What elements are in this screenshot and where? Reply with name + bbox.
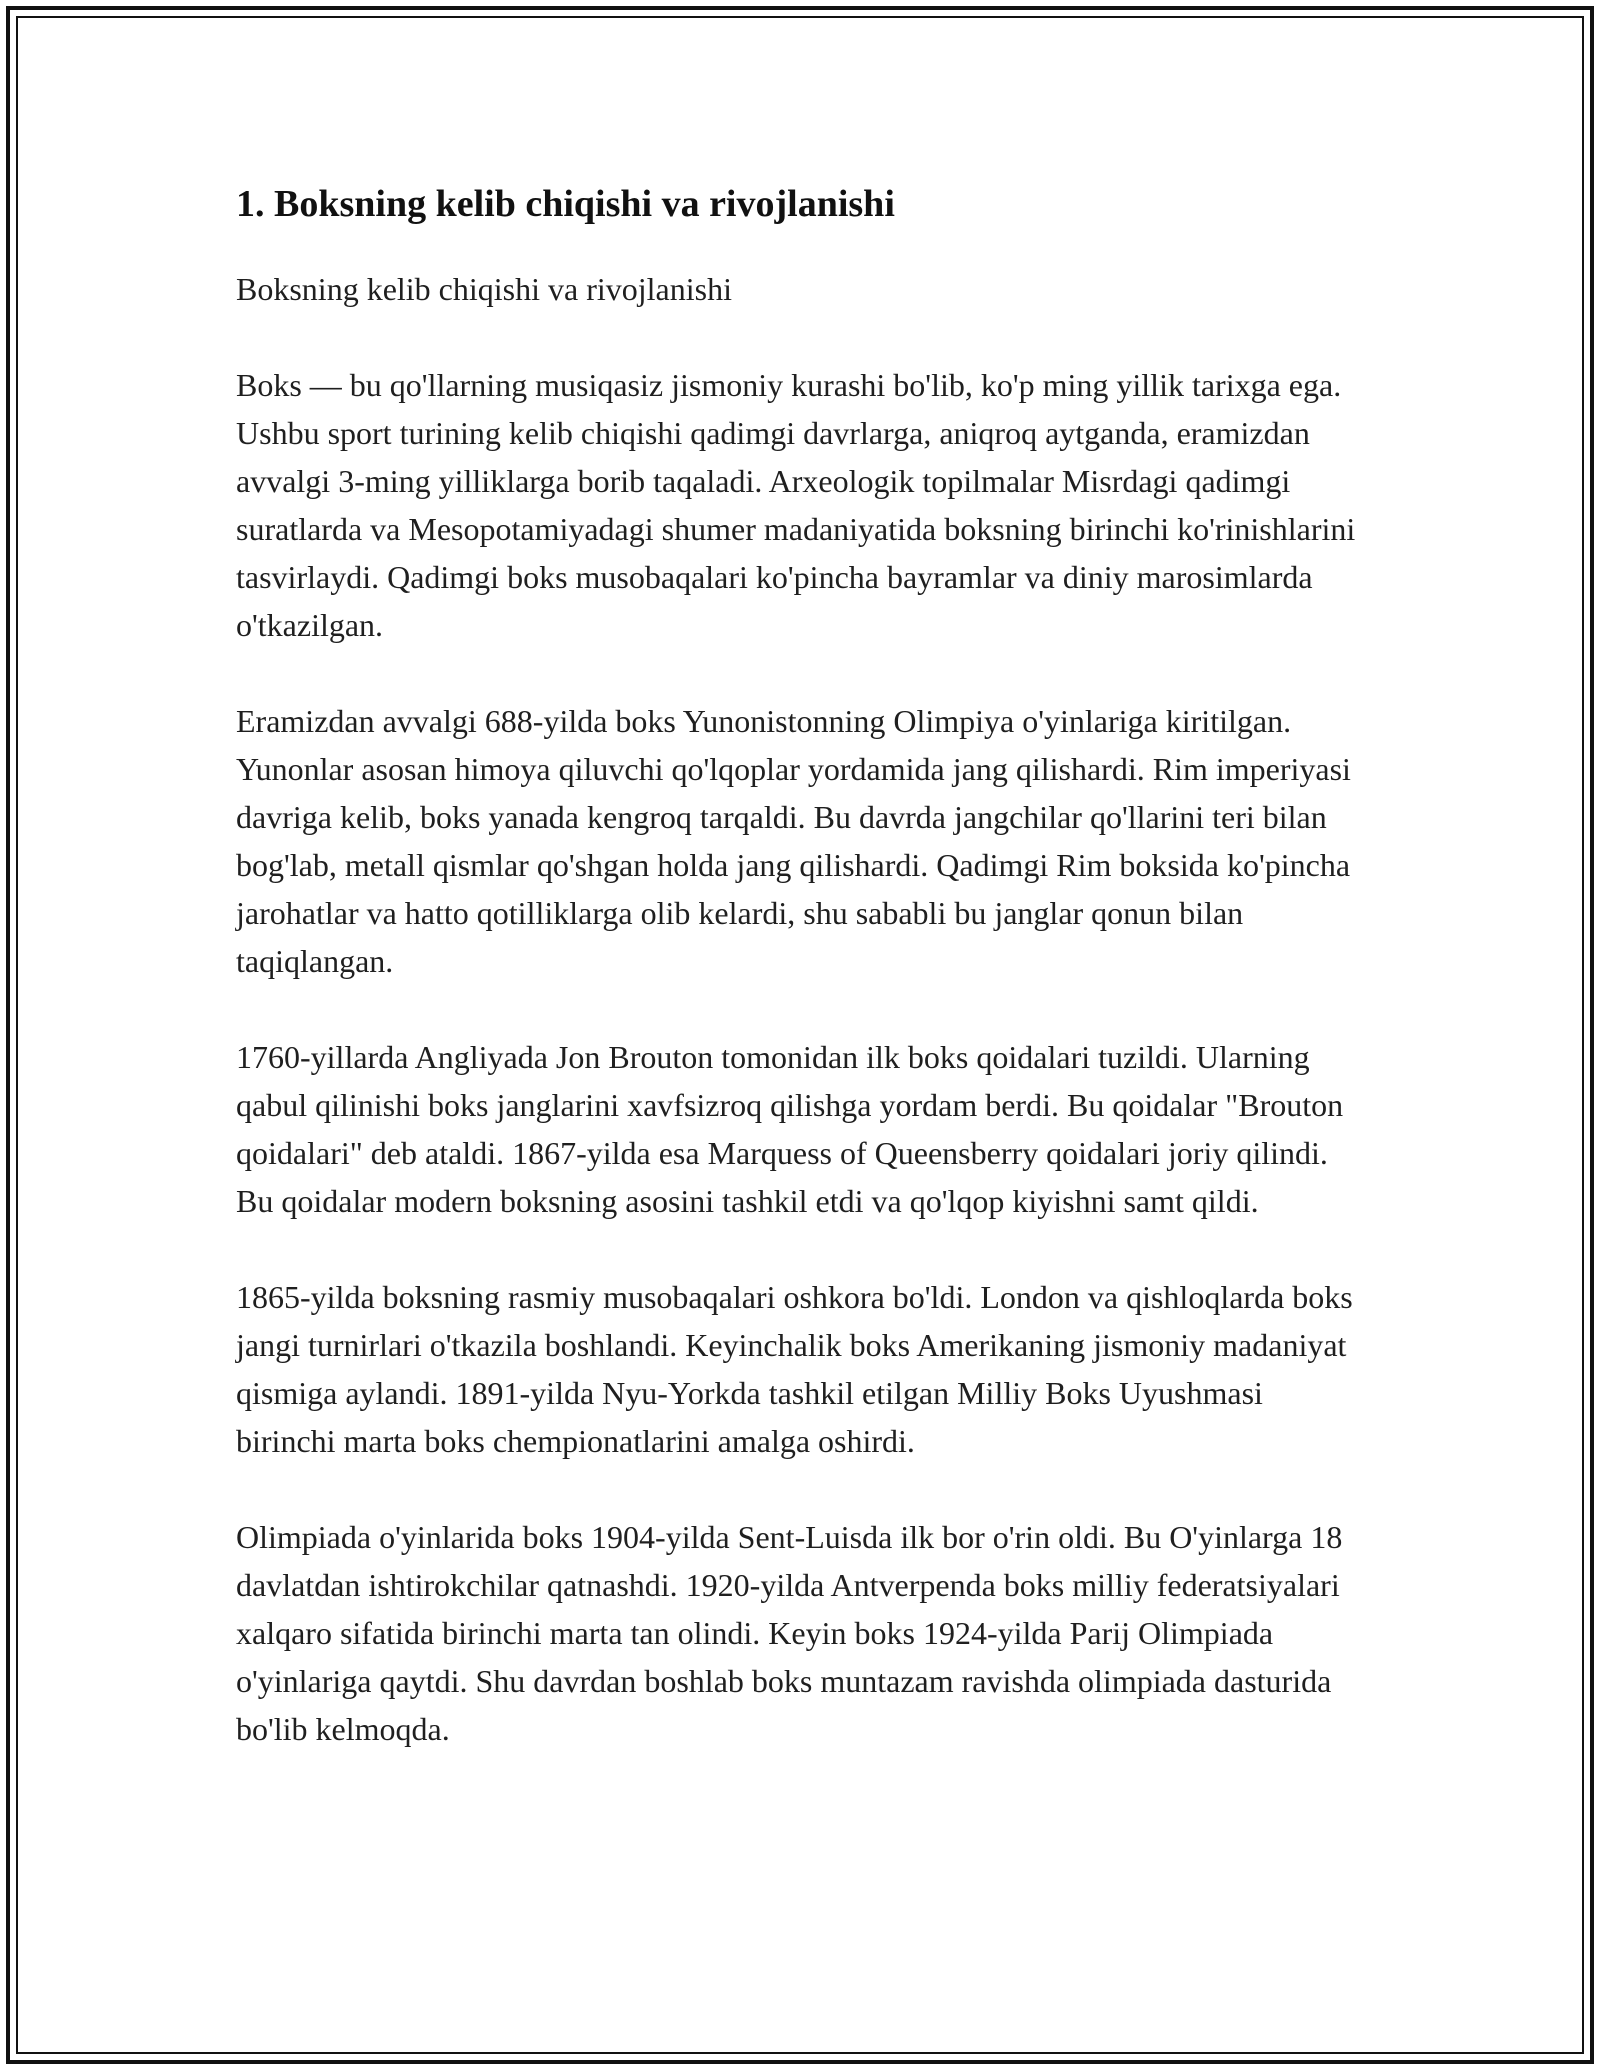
paragraph-rules: 1760-yillarda Angliyada Jon Brouton tomonidan ilk boks qoidalari tuzildi. Ularning qabul qilinishi boks janglarini xavfsizroq qilishga yordam berdi. Bu qoidalar "Brouton qoidalari" deb ataldi. 1867-yilda esa Marquess of Queensberry qoidalari joriy qilindi. Bu qoidalar modern boksning asosini tashkil etdi va qo'lqop kiyishni samt qildi. — [236, 1039, 1344, 1220]
paragraph-olympics: Olimpiada o'yinlarida boks 1904-yilda Sent-Luisda ilk bor o'rin oldi. Bu O'yinlarga 18 davlatdan ishtirokchilar qatnashdi. 1920-yilda Antverpenda boks milliy federatsiyalari xalqaro sifatida birinchi marta tan olindi. Keyin boks 1924-yilda Parij Olimpiada o'yinlariga qaytdi. Shu davrdan boshlab boks muntazam ravishda olimpiada dasturida bo'lib kelmoqda. — [236, 1519, 1343, 1748]
document-body — [236, 180, 1366, 1801]
paragraph-official-competitions: 1865-yilda boksning rasmiy musobaqalari oshkora bo'ldi. London va qishloqlarda boks jangi turnirlari o'tkazila boshlandi. Keyinchalik boks Amerikaning jismoniy madaniyat qismiga aylandi. 1891-yilda Nyu-Yorkda tashkil etilgan Milliy Boks Uyushmasi birinchi marta boks chempionatlarini amalga oshirdi. — [236, 1279, 1353, 1460]
paragraph-origins: Boks — bu qo'llarning musiqasiz jismoniy kurashi bo'lib, ko'p ming yillik tarixga ega. Ushbu sport turining kelib chiqishi qadimgi davrlarga, aniqroq aytganda, eramizdan avvalgi 3-ming yilliklarga borib taqaladi. Arxeologik topilmalar Misrdagi qadimgi suratlarda va Mesopotamiyadagi shumer madaniyatida boksning birinchi ko'rinishlarini tasvirlaydi. Qadimgi boks musobaqalari ko'pincha bayramlar va diniy marosimlarda o'tkazilgan. — [236, 367, 1356, 644]
paragraph-ancient-greece-rome: Eramizdan avvalgi 688-yilda boks Yunonistonning Olimpiya o'yinlariga kiritilgan. Yunonlar asosan himoya qiluvchi qo'lqoplar yordamida jang qilishardi. Rim imperiyasi davriga kelib, boks yanada kengroq tarqaldi. Bu davrda jangchilar qo'llarini teri bilan bog'lab, metall qismlar qo'shgan holda jang qilishardi. Qadimgi Rim boksida ko'pincha jarohatlar va hatto qotilliklarga olib kelardi, shu sababli bu janglar qonun bilan taqiqlangan. — [236, 703, 1351, 980]
document-heading: 1. Boksning kelib chiqishi va rivojlanishi — [236, 183, 895, 225]
document-subtitle: Boksning kelib chiqishi va rivojlanishi — [236, 271, 732, 308]
